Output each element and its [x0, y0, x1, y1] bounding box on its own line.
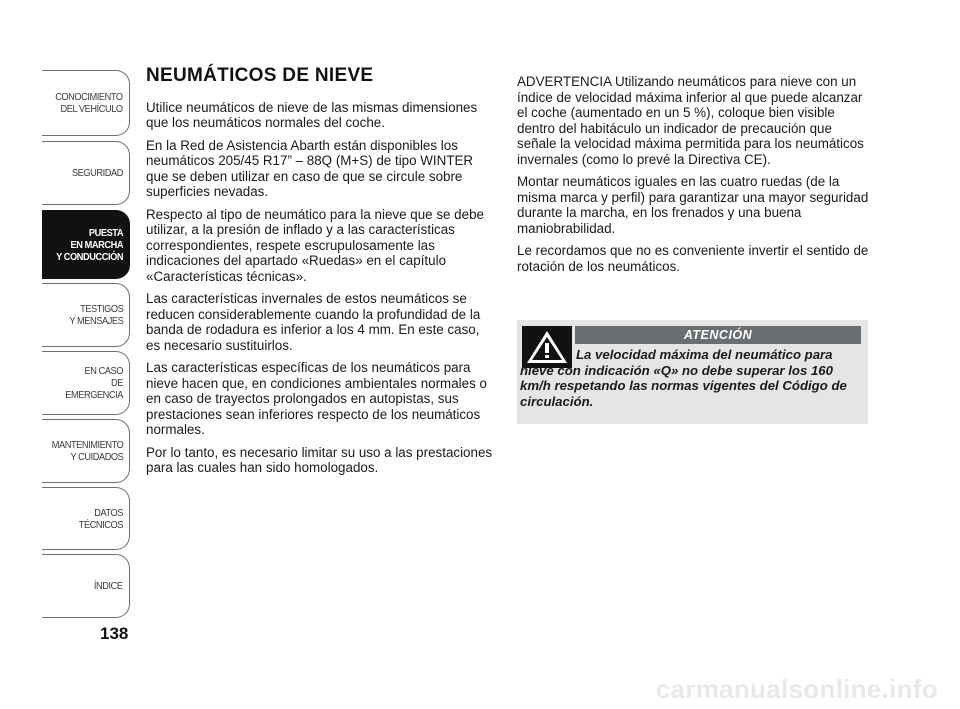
paragraph: Respecto al tipo de neumático para la nieve que se debe utilizar, a la presión de inflado y a las características correspondientes, respete escrupulosamente las indicaciones del apartado «Ruedas» en el capítulo «Características técnicas». [146, 206, 484, 284]
main-column [146, 65, 496, 483]
tab-label: CONOCIMIENTO DEL VEHÍCULO [55, 91, 123, 115]
tab-label: PUESTA EN MARCHA Y CONDUCCIÓN [56, 226, 123, 263]
warning-text: La velocidad máxima del neumático para nieve con indicación «Q» no debe superar los 160 km/h respetando las normas vigentes del Código de circulación. [520, 347, 847, 409]
paragraph: Las características invernales de estos neumáticos se reducen considerablemente cuando la profundidad de la banda de rodadura es inferior a los 4 mm. En este caso, es necesario sustituirlos. [146, 291, 481, 353]
paragraph: Utilice neumáticos de nieve de las mismas dimensiones que los neumáticos normales del coche. [146, 99, 478, 130]
tab-en-caso-de-emergencia[interactable] [42, 351, 130, 415]
paragraph: Montar neumáticos iguales en las cuatro ruedas (de la misma marca y perfil) para garantizar una mayor seguridad durante la marcha, en los frenados y una buena maniobrabilidad. [517, 174, 869, 236]
tab-datos-tecnicos[interactable] [42, 487, 130, 550]
tab-label: MANTENIMIENTO Y CUIDADOS [51, 439, 123, 463]
warning-box [517, 320, 868, 424]
page-number: 138 [100, 624, 129, 643]
watermark: carmanualsonline.info [655, 674, 938, 704]
paragraph: Por lo tanto, es necesario limitar su uso a las prestaciones para las cuales han sido homologados. [146, 444, 493, 475]
tab-label: SEGURIDAD [72, 167, 123, 179]
tab-label: DATOS TÉCNICOS [78, 506, 123, 531]
paragraph: Le recordamos que no es conveniente invertir el sentido de rotación de los neumáticos. [517, 243, 869, 274]
paragraph: ADVERTENCIA Utilizando neumáticos para nieve con un índice de velocidad máxima inferior al que puede alcanzar el coche (aumentado en un 5 %), coloque bien visible dentro del habitáculo un indicador de precaución que señale la velocidad máxima permitida para los neumáticos invernales (como lo prevé la Directiva CE). [517, 74, 864, 167]
section-title: NEUMÁTICOS DE NIEVE [146, 65, 374, 86]
right-column [517, 74, 869, 281]
tab-indice[interactable] [42, 554, 130, 618]
tab-testigos-y-mensajes[interactable] [42, 283, 130, 347]
warning-heading: ATENCIÓN [575, 326, 861, 344]
tab-conocimiento-del-vehiculo[interactable] [42, 70, 130, 136]
paragraph: En la Red de Asistencia Abarth están disponibles los neumáticos 205/45 R17” – 88Q (M+S) de tipo WINTER que se deben utilizar en caso de que se circule sobre superficies nevadas. [146, 137, 474, 199]
tab-seguridad[interactable] [42, 141, 130, 205]
tab-puesta-en-marcha[interactable] [42, 210, 130, 279]
tab-label: TESTIGOS Y MENSAJES [69, 303, 123, 327]
tab-label: ÍNDICE [94, 580, 123, 592]
tab-label: EN CASO DE EMERGENCIA [65, 365, 123, 401]
tab-mantenimiento-y-cuidados[interactable] [42, 419, 130, 483]
paragraph: Las características específicas de los neumáticos para nieve hacen que, en condiciones ambientales normales o en caso de trayectos prolongados en autopistas, sus prestaciones sean inferiores respecto de los neumáticos normales. [146, 360, 487, 437]
